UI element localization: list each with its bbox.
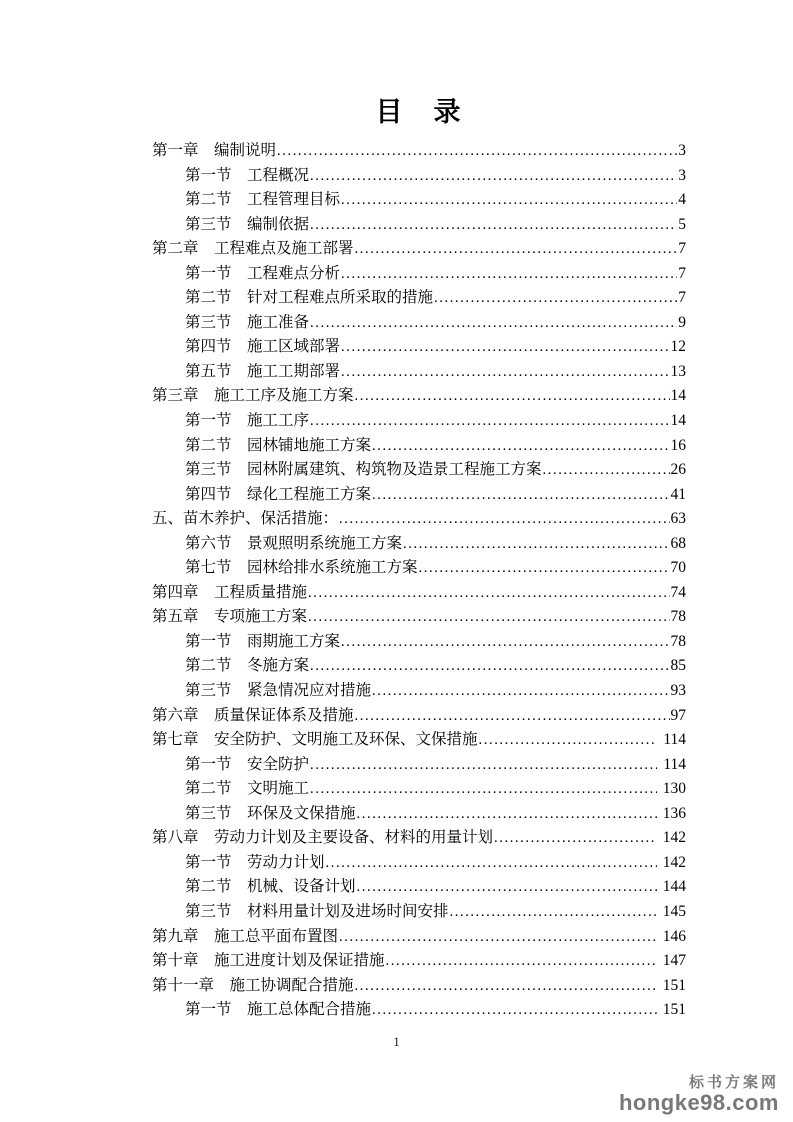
toc-entry-label: 第二节 工程管理目标: [185, 191, 341, 209]
toc-entry[interactable]: [152, 434, 686, 459]
toc-entry-page: 9: [678, 313, 686, 331]
dot-leader: [450, 900, 657, 925]
toc-entry[interactable]: [152, 507, 686, 532]
toc-entry-page: 7: [678, 240, 686, 258]
toc-entry-label: 第三节 紧急情况应对措施: [185, 682, 372, 700]
page-number: 1: [393, 1034, 400, 1049]
toc-entry-page: 114: [663, 731, 686, 749]
dot-leader: [326, 851, 657, 876]
toc-entry[interactable]: [152, 483, 686, 508]
toc-entry-page: 70: [670, 559, 686, 577]
dot-leader: [403, 532, 669, 557]
dot-leader: [310, 409, 669, 434]
toc-entry[interactable]: [152, 802, 686, 827]
toc-entry[interactable]: [152, 311, 686, 336]
toc-entry[interactable]: [152, 605, 686, 630]
toc-entry-page: 145: [662, 902, 686, 920]
toc-entry[interactable]: [152, 753, 686, 778]
toc-entry-label: 第一节 劳动力计划: [185, 853, 325, 871]
toc-entry-label: 第二节 针对工程难点所采取的措施: [185, 289, 434, 307]
toc-entry-label: 第一节 安全防护: [185, 755, 310, 773]
toc-entry-label: 第六章 质量保证体系及措施: [152, 706, 354, 724]
toc-entry-page: 16: [670, 436, 686, 454]
dot-leader: [310, 164, 677, 189]
toc-entry-page: 78: [670, 632, 686, 650]
toc-entry-page: 68: [670, 534, 686, 552]
toc-entry-page: 130: [662, 780, 686, 798]
dot-leader: [494, 826, 657, 851]
toc-entry-page: 142: [662, 829, 686, 847]
toc-entry-label: 第三节 材料用量计划及进场时间安排: [185, 902, 449, 920]
toc-entry[interactable]: [152, 458, 686, 483]
dot-leader: [372, 434, 669, 459]
toc-entry-label: 第二节 机械、设备计划: [185, 878, 356, 896]
dot-leader: [310, 753, 657, 778]
toc-entry-page: 13: [670, 362, 686, 380]
toc-entry[interactable]: [152, 188, 686, 213]
toc-entry-label: 第六节 景观照明系统施工方案: [185, 534, 403, 552]
dot-leader: [543, 458, 670, 483]
toc-entry-label: 第二节 冬施方案: [185, 657, 310, 675]
toc-entry-page: 7: [678, 289, 686, 307]
toc-entry[interactable]: [152, 654, 686, 679]
toc-entry-label: 五、苗木养护、保活措施：: [152, 510, 339, 528]
toc-entry-page: 14: [670, 387, 686, 405]
toc-entry-page: 114: [663, 755, 686, 773]
toc-entry-page: 26: [670, 461, 686, 479]
toc-entry-page: 85: [670, 657, 686, 675]
dot-leader: [310, 311, 677, 336]
toc-entry-label: 第三节 环保及文保措施: [185, 804, 356, 822]
toc-entry[interactable]: [152, 728, 686, 753]
toc-entry-label: 第一节 施工总体配合措施: [185, 1001, 372, 1019]
toc-entry-label: 第四节 绿化工程施工方案: [185, 485, 372, 503]
toc-entry-label: 第三节 园林附属建筑、构筑物及造景工程施工方案: [185, 461, 542, 479]
toc-entry[interactable]: [152, 826, 686, 851]
toc-entry[interactable]: [152, 164, 686, 189]
watermark-site-name: 标书方案网: [688, 1074, 779, 1092]
toc-entry-page: 144: [662, 878, 686, 896]
toc-entry-label: 第三节 编制依据: [185, 215, 310, 233]
toc-entry-label: 第一节 施工工序: [185, 412, 310, 430]
toc-entry-page: 142: [662, 853, 686, 871]
toc-list: [152, 139, 686, 1023]
dot-leader: [341, 335, 669, 360]
toc-entry[interactable]: [152, 213, 686, 238]
toc-entry-label: 第七章 安全防护、文明施工及环保、文保措施: [152, 731, 478, 749]
toc-entry-page: 136: [662, 804, 686, 822]
toc-entry[interactable]: [152, 875, 686, 900]
dot-leader: [341, 360, 669, 385]
dot-leader: [341, 262, 677, 287]
dot-leader: [357, 875, 657, 900]
watermark: [619, 1075, 779, 1114]
dot-leader: [355, 704, 670, 729]
dot-leader: [479, 728, 658, 753]
toc-entry[interactable]: [152, 237, 686, 262]
toc-entry[interactable]: [152, 384, 686, 409]
toc-entry[interactable]: [152, 630, 686, 655]
toc-title: 目 录: [375, 97, 463, 127]
dot-leader: [310, 654, 669, 679]
toc-entry[interactable]: [152, 851, 686, 876]
dot-leader: [357, 802, 657, 827]
toc-entry-label: 第二节 园林铺地施工方案: [185, 436, 372, 454]
dot-leader: [310, 213, 677, 238]
dot-leader: [372, 998, 657, 1023]
toc-entry-label: 第九章 施工总平面布置图: [152, 927, 339, 945]
toc-entry[interactable]: [152, 139, 686, 164]
toc-entry-page: 146: [662, 927, 686, 945]
toc-entry-label: 第十章 施工进度计划及保证措施: [152, 952, 385, 970]
watermark-site-url: hongke98.com: [618, 1089, 779, 1115]
toc-entry-page: 93: [670, 682, 686, 700]
dot-leader: [419, 556, 670, 581]
dot-leader: [386, 949, 657, 974]
toc-entry-page: 78: [670, 608, 686, 626]
toc-entry[interactable]: [152, 777, 686, 802]
toc-entry[interactable]: [152, 360, 686, 385]
dot-leader: [339, 925, 657, 950]
toc-entry-page: 74: [670, 583, 686, 601]
toc-entry[interactable]: [152, 704, 686, 729]
toc-entry-label: 第三节 施工准备: [185, 313, 310, 331]
toc-entry[interactable]: [152, 949, 686, 974]
toc-entry-page: 151: [662, 1001, 686, 1019]
toc-entry-page: 14: [670, 412, 686, 430]
toc-entry-label: 第十一章 施工协调配合措施: [152, 976, 354, 994]
toc-entry-page: 4: [678, 191, 686, 209]
toc-entry-label: 第五节 施工工期部署: [185, 362, 341, 380]
toc-entry-label: 第五章 专项施工方案: [152, 608, 308, 626]
toc-entry-page: 147: [662, 952, 686, 970]
toc-entry-page: 97: [670, 706, 686, 724]
toc-entry[interactable]: [152, 974, 686, 999]
toc-entry[interactable]: [152, 335, 686, 360]
toc-entry-label: 第二节 文明施工: [185, 780, 310, 798]
toc-entry-page: 12: [670, 338, 686, 356]
toc-entry-page: 7: [678, 264, 686, 282]
dot-leader: [339, 507, 669, 532]
dot-leader: [277, 139, 677, 164]
dot-leader: [372, 679, 669, 704]
toc-entry[interactable]: [152, 900, 686, 925]
toc-entry-page: 41: [670, 485, 686, 503]
toc-entry-label: 第八章 劳动力计划及主要设备、材料的用量计划: [152, 829, 494, 847]
toc-entry-label: 第一章 编制说明: [152, 142, 277, 159]
toc-entry[interactable]: [152, 286, 686, 311]
toc-entry-label: 第一节 工程难点分析: [185, 264, 341, 282]
toc-entry-page: 5: [678, 215, 686, 233]
toc-entry-label: 第一节 工程概况: [185, 166, 310, 184]
toc-entry[interactable]: [152, 581, 686, 606]
toc-entry[interactable]: [152, 409, 686, 434]
toc-entry-label: 第四章 工程质量措施: [152, 583, 308, 601]
dot-leader: [372, 483, 669, 508]
toc-entry[interactable]: [152, 998, 686, 1023]
dot-leader: [310, 777, 657, 802]
dot-leader: [341, 630, 669, 655]
dot-leader: [355, 384, 670, 409]
dot-leader: [308, 605, 669, 630]
toc-entry-page: 63: [670, 510, 686, 528]
toc-entry[interactable]: [152, 262, 686, 287]
toc-entry-label: 第一节 雨期施工方案: [185, 632, 341, 650]
toc-entry-page: 3: [678, 166, 686, 184]
dot-leader: [434, 286, 677, 311]
dot-leader: [355, 237, 678, 262]
dot-leader: [308, 581, 669, 606]
toc-entry-label: 第二章 工程难点及施工部署: [152, 240, 354, 258]
toc-entry-page: 151: [662, 976, 686, 994]
toc-entry[interactable]: [152, 532, 686, 557]
toc-entry[interactable]: [152, 925, 686, 950]
toc-entry-label: 第三章 施工工序及施工方案: [152, 387, 354, 405]
toc-entry-label: 第四节 施工区域部署: [185, 338, 341, 356]
dot-leader: [341, 188, 677, 213]
toc-entry-page: 3: [678, 142, 686, 159]
toc-entry[interactable]: [152, 679, 686, 704]
toc-entry[interactable]: [152, 556, 686, 581]
dot-leader: [355, 974, 657, 999]
toc-entry-label: 第七节 园林给排水系统施工方案: [185, 559, 418, 577]
